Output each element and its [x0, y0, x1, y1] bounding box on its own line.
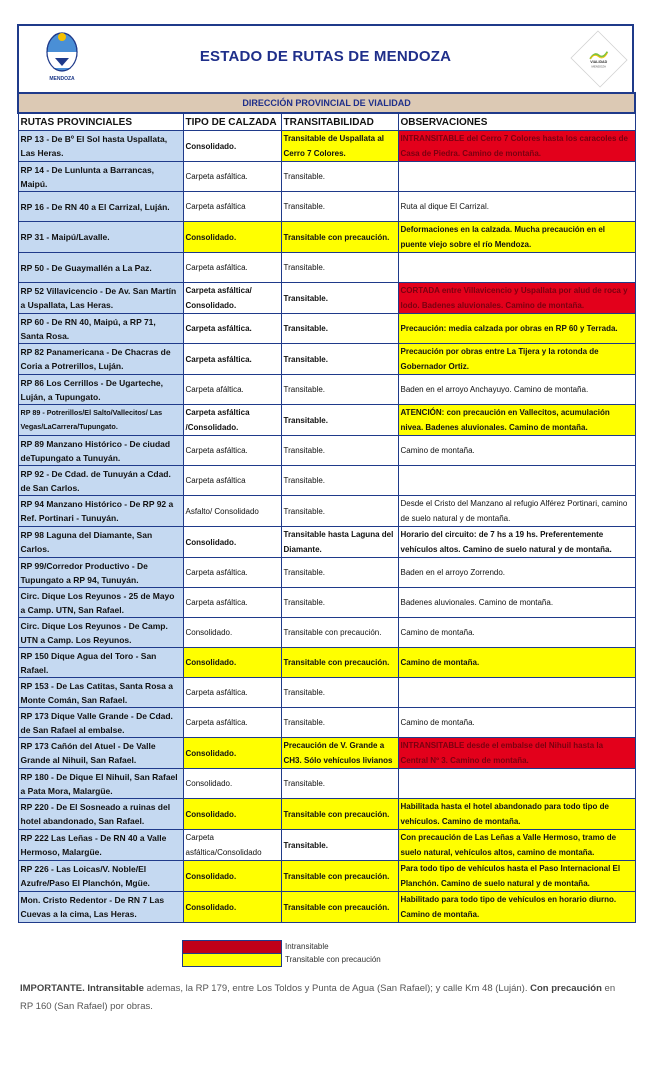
calzada-cell: Carpeta asfáltica.	[183, 708, 281, 738]
calzada-cell: Consolidado.	[183, 769, 281, 799]
transitabilidad-cell: Transitable.	[281, 405, 398, 436]
transitabilidad-cell: Transitable.	[281, 708, 398, 738]
calzada-cell: Consolidado.	[183, 861, 281, 892]
calzada-cell: Consolidado.	[183, 892, 281, 923]
transitabilidad-cell: Transitable.	[281, 588, 398, 618]
ruta-cell: RP 13 - De Bº El Sol hasta Uspallata, Las Heras.	[18, 131, 183, 162]
table-row	[18, 648, 635, 678]
table-row	[18, 162, 635, 192]
calzada-cell: Consolidado.	[183, 648, 281, 678]
calzada-cell: Carpeta asfáltica /Consolidado.	[183, 405, 281, 436]
header	[17, 24, 634, 92]
observaciones-cell: Camino de montaña.	[398, 708, 635, 738]
table-row	[18, 861, 635, 892]
note-middle: ademas, la RP 179, entre Los Toldos y Punta de Agua (San Rafael); y calle Km 48 (Luján).	[143, 983, 528, 994]
legend-item-intransitable	[182, 940, 381, 953]
transitabilidad-cell: Transitable.	[281, 375, 398, 405]
transitabilidad-cell: Transitable.	[281, 496, 398, 527]
table-row	[18, 253, 635, 283]
ruta-cell: RP 180 - De Dique El Nihuil, San Rafael a Pata Mora, Malargüe.	[18, 769, 183, 799]
transitabilidad-cell: Transitable.	[281, 314, 398, 344]
vialidad-road-icon	[589, 50, 609, 60]
observaciones-cell: Camino de montaña.	[398, 618, 635, 648]
table-row	[18, 496, 635, 527]
observaciones-cell	[398, 769, 635, 799]
calzada-cell: Consolidado.	[183, 131, 281, 162]
table-row	[18, 314, 635, 344]
ruta-cell: RP 153 - De Las Catitas, Santa Rosa a Monte Comán, San Rafael.	[18, 678, 183, 708]
transitabilidad-cell: Transitable.	[281, 344, 398, 375]
observaciones-cell: Para todo tipo de vehículos hasta el Paso Internacional El Planchón. Camino de suelo natural y de montaña.	[398, 861, 635, 892]
note-precaucion: Con precaución	[530, 983, 602, 994]
table-row	[18, 892, 635, 923]
table-row	[18, 131, 635, 162]
table-row	[18, 618, 635, 648]
transitabilidad-cell: Transitable.	[281, 769, 398, 799]
table-row	[18, 769, 635, 799]
observaciones-cell: INTRANSITABLE desde el embalse del Nihuil hasta la Central Nº 3. Camino de montaña.	[398, 738, 635, 769]
table-row	[18, 738, 635, 769]
column-header-row	[18, 113, 635, 131]
transitabilidad-cell: Transitable con precaución.	[281, 222, 398, 253]
ruta-cell: RP 89 - Potrerillos/El Salto/Vallecitos/ Las Vegas/LaCarrera/Tupungato.	[18, 405, 183, 436]
observaciones-cell	[398, 678, 635, 708]
table-row	[18, 558, 635, 588]
subheader: DIRECCIÓN PROVINCIAL DE VIALIDAD	[18, 93, 635, 113]
legend-swatch-yellow	[182, 953, 282, 967]
transitabilidad-cell: Transitable.	[281, 253, 398, 283]
observaciones-cell	[398, 162, 635, 192]
transitabilidad-cell: Transitable con precaución.	[281, 892, 398, 923]
table-row	[18, 588, 635, 618]
observaciones-cell	[398, 466, 635, 496]
calzada-cell: Carpeta asfáltica.	[183, 588, 281, 618]
table-row	[18, 405, 635, 436]
transitabilidad-cell: Transitable con precaución.	[281, 799, 398, 830]
legend-swatch-red	[182, 940, 282, 954]
ruta-cell: RP 86 Los Cerrillos - De Ugarteche, Luján, a Tupungato.	[18, 375, 183, 405]
table-row	[18, 678, 635, 708]
calzada-cell: Carpeta asfáltica	[183, 192, 281, 222]
observaciones-cell: ATENCIÓN: con precaución en Vallecitos, acumulación nivea. Badenes aluvionales. Camino de montaña.	[398, 405, 635, 436]
observaciones-cell: Habilitada hasta el hotel abandonado para todo tipo de vehículos. Camino de montaña.	[398, 799, 635, 830]
calzada-cell: Consolidado.	[183, 618, 281, 648]
calzada-cell: Consolidado.	[183, 527, 281, 558]
transitabilidad-cell: Transitable.	[281, 830, 398, 861]
observaciones-cell: Con precaución de Las Leñas a Valle Hermoso, tramo de suelo natural, vehículos altos, camino de montaña.	[398, 830, 635, 861]
page-title: ESTADO DE RUTAS DE MENDOZA	[199, 48, 452, 65]
table-row	[18, 222, 635, 253]
ruta-cell: RP 31 - Maipú/Lavalle.	[18, 222, 183, 253]
ruta-cell: RP 173 Dique Valle Grande - De Cdad. de San Rafael al embalse.	[18, 708, 183, 738]
observaciones-cell: Horario del circuito: de 7 hs a 19 hs. Preferentemente vehículos altos. Camino de suelo natural y de montaña.	[398, 527, 635, 558]
ruta-cell: RP 94 Manzano Histórico - De RP 92 a Ref. Portinari - Tunuyán.	[18, 496, 183, 527]
column-header-rutas: RUTAS PROVINCIALES	[18, 113, 183, 131]
transitabilidad-cell: Transitable.	[281, 283, 398, 314]
legend-label: Intransitable	[285, 942, 329, 951]
ruta-cell: RP 222 Las Leñas - De RN 40 a Valle Hermoso, Malargüe.	[18, 830, 183, 861]
ruta-cell: RP 92 - De Cdad. de Tunuyán a Cdad. de San Carlos.	[18, 466, 183, 496]
column-header-transitabilidad: TRANSITABILIDAD	[281, 113, 398, 131]
observaciones-cell: Deformaciones en la calzada. Mucha precaución en el puente viejo sobre el río Mendoza.	[398, 222, 635, 253]
table-row	[18, 799, 635, 830]
observaciones-cell: Precaución por obras entre La Tijera y la rotonda de Gobernador Ortiz.	[398, 344, 635, 375]
ruta-cell: RP 173 Cañón del Atuel - De Valle Grande al Nihuil, San Rafael.	[18, 738, 183, 769]
calzada-cell: Carpeta asfáltica	[183, 466, 281, 496]
observaciones-cell: Baden en el arroyo Anchayuyo. Camino de montaña.	[398, 375, 635, 405]
calzada-cell: Carpeta asfáltica.	[183, 436, 281, 466]
observaciones-cell: Habilitado para todo tipo de vehículos en horario diurno. Camino de montaña.	[398, 892, 635, 923]
transitabilidad-cell: Transitable de Uspallata al Cerro 7 Colores.	[281, 131, 398, 162]
column-header-observaciones: OBSERVACIONES	[398, 113, 635, 131]
ruta-cell: RP 220 - De El Sosneado a ruinas del hotel abandonado, San Rafael.	[18, 799, 183, 830]
vialidad-logo-sub: MENDOZA	[591, 64, 607, 68]
transitabilidad-cell: Precaución de V. Grande a CH3. Sólo vehículos livianos	[281, 738, 398, 769]
observaciones-cell: INTRANSITABLE del Cerro 7 Colores hasta los caracoles de Casa de Piedra. Camino de montaña.	[398, 131, 635, 162]
ruta-cell: RP 14 - De Lunlunta a Barrancas, Maipú.	[18, 162, 183, 192]
observaciones-cell: Desde el Cristo del Manzano al refugio Alférez Portinari, camino de suelo natural y de montaña.	[398, 496, 635, 527]
mendoza-logo-label: MENDOZA	[49, 76, 75, 82]
calzada-cell: Carpeta asfáltica/Consolidado	[183, 830, 281, 861]
ruta-cell: RP 99/Corredor Productivo - De Tupungato a RP 94, Tunuyán.	[18, 558, 183, 588]
ruta-cell: Circ. Dique Los Reyunos - 25 de Mayo a Camp. UTN, San Rafael.	[18, 588, 183, 618]
table-row	[18, 344, 635, 375]
transitabilidad-cell: Transitable.	[281, 192, 398, 222]
subheader-row	[18, 93, 635, 113]
important-note	[20, 980, 620, 1016]
calzada-cell: Consolidado.	[183, 799, 281, 830]
legend	[182, 940, 381, 966]
table-row	[18, 708, 635, 738]
ruta-cell: RP 89 Manzano Histórico - De ciudad deTupungato a Tunuyán.	[18, 436, 183, 466]
table-row	[18, 436, 635, 466]
observaciones-cell: Camino de montaña.	[398, 648, 635, 678]
table-row	[18, 466, 635, 496]
observaciones-cell: Camino de montaña.	[398, 436, 635, 466]
table-row	[18, 283, 635, 314]
ruta-cell: RP 52 Villavicencio - De Av. San Martín a Uspallata, Las Heras.	[18, 283, 183, 314]
ruta-cell: Mon. Cristo Redentor - De RN 7 Las Cuevas a la cima, Las Heras.	[18, 892, 183, 923]
observaciones-cell: Ruta al dique El Carrizal.	[398, 192, 635, 222]
calzada-cell: Carpeta afáltica.	[183, 375, 281, 405]
legend-item-precaucion	[182, 953, 381, 966]
note-lead: IMPORTANTE.	[20, 983, 85, 994]
ruta-cell: RP 82 Panamericana - De Chacras de Coria a Potrerillos, Luján.	[18, 344, 183, 375]
transitabilidad-cell: Transitable con precaución.	[281, 618, 398, 648]
vialidad-logo-label: VIALIDAD	[590, 60, 608, 65]
calzada-cell: Carpeta asfáltica.	[183, 678, 281, 708]
table-row	[18, 527, 635, 558]
transitabilidad-cell: Transitable.	[281, 678, 398, 708]
transitabilidad-cell: Transitable.	[281, 162, 398, 192]
observaciones-cell: Badenes aluvionales. Camino de montaña.	[398, 588, 635, 618]
table-row	[18, 830, 635, 861]
ruta-cell: RP 150 Dique Agua del Toro - San Rafael.	[18, 648, 183, 678]
routes-sheet	[17, 24, 634, 923]
calzada-cell: Carpeta asfáltica.	[183, 253, 281, 283]
table-row	[18, 375, 635, 405]
calzada-cell: Carpeta asfáltica.	[183, 344, 281, 375]
calzada-cell: Carpeta asfáltica.	[183, 162, 281, 192]
vialidad-logo	[570, 30, 627, 87]
table-row	[18, 192, 635, 222]
ruta-cell: Circ. Dique Los Reyunos - De Camp. UTN a Camp. Los Reyunos.	[18, 618, 183, 648]
observaciones-cell: Precaución: media calzada por obras en RP 60 y Terrada.	[398, 314, 635, 344]
transitabilidad-cell: Transitable con precaución.	[281, 648, 398, 678]
transitabilidad-cell: Transitable.	[281, 558, 398, 588]
legend-label: Transitable con precaución	[285, 955, 381, 964]
routes-table	[17, 92, 636, 923]
note-tail: en RP 160 (San Rafael) por obras.	[20, 983, 616, 1012]
transitabilidad-cell: Transitable.	[281, 436, 398, 466]
column-header-calzada: TIPO DE CALZADA	[183, 113, 281, 131]
observaciones-cell: Baden en el arroyo Zorrendo.	[398, 558, 635, 588]
calzada-cell: Carpeta asfáltica/ Consolidado.	[183, 283, 281, 314]
ruta-cell: RP 60 - De RN 40, Maipú, a RP 71, Santa Rosa.	[18, 314, 183, 344]
observaciones-cell: CORTADA entre Villavicencio y Uspallata por alud de roca y lodo. Badenes aluvionales. Camino de montaña.	[398, 283, 635, 314]
calzada-cell: Asfalto/ Consolidado	[183, 496, 281, 527]
note-intransitable: Intransitable	[87, 983, 144, 994]
calzada-cell: Carpeta asfáltica.	[183, 314, 281, 344]
calzada-cell: Carpeta asfáltica.	[183, 558, 281, 588]
ruta-cell: RP 50 - De Guaymallén a La Paz.	[18, 253, 183, 283]
calzada-cell: Consolidado.	[183, 738, 281, 769]
observaciones-cell	[398, 253, 635, 283]
calzada-cell: Consolidado.	[183, 222, 281, 253]
ruta-cell: RP 226 - Las Loicas/V. Noble/El Azufre/Paso El Planchón, Mgüe.	[18, 861, 183, 892]
ruta-cell: RP 98 Laguna del Diamante, San Carlos.	[18, 527, 183, 558]
transitabilidad-cell: Transitable hasta Laguna del Diamante.	[281, 527, 398, 558]
transitabilidad-cell: Transitable.	[281, 466, 398, 496]
ruta-cell: RP 16 - De RN 40 a El Carrizal, Luján.	[18, 192, 183, 222]
transitabilidad-cell: Transitable con precaución.	[281, 861, 398, 892]
